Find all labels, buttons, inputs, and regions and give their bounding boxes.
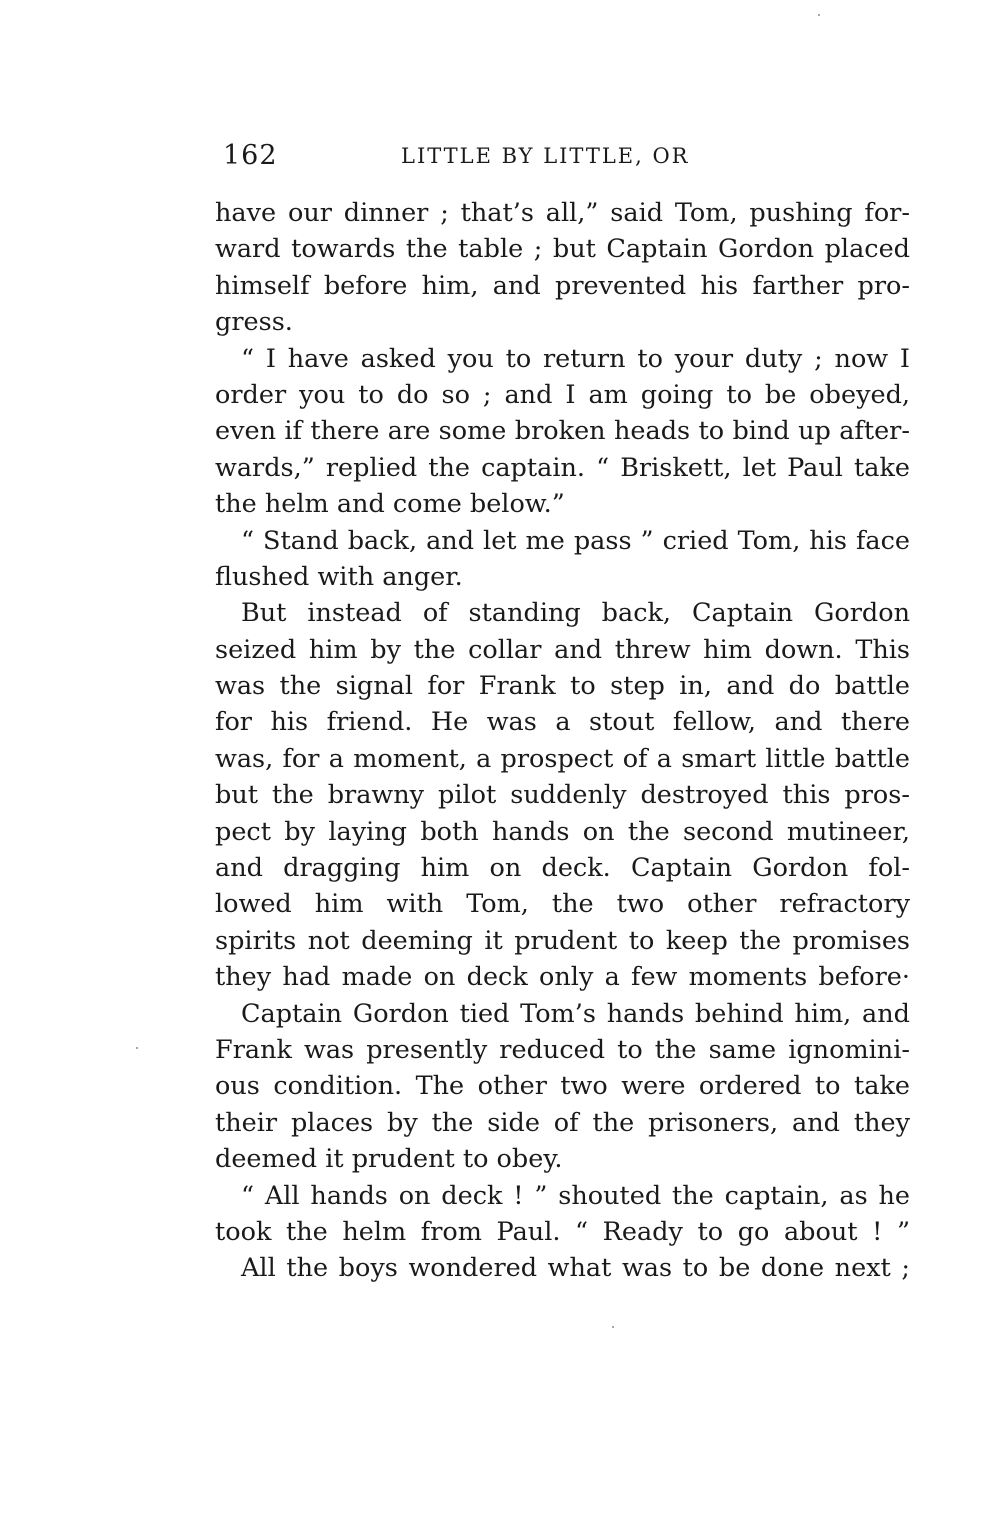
text-line: the helm and come below.” [215,489,565,520]
text-line: flushed with anger. [215,561,463,592]
text-line: have our dinner ; that’s all,” said Tom, pushing for- [215,198,910,228]
text-line: and dragging him on deck. Captain Gordon fol- [215,853,910,884]
text-line: seized him by the collar and threw him down. This [215,634,910,665]
text-line: All the boys wondered what was to be done next ; [241,1253,910,1284]
paper-speck [612,1326,614,1328]
text-line: ous condition. The other two were ordered to take [215,1071,910,1102]
text-line: Captain Gordon tied Tom’s hands behind him, and [241,998,910,1029]
paper-speck [136,1047,138,1049]
body-text [215,195,910,1287]
text-line: for his friend. He was a stout fellow, and there [215,707,910,738]
text-line: but the brawny pilot suddenly destroyed this pros- [215,780,910,811]
text-line: took the helm from Paul. “ Ready to go about ! ” [215,1216,910,1247]
page-number: 162 [223,140,278,171]
text-line: was the signal for Frank to step in, and do battle [215,671,910,702]
text-line: “ Stand back, and let me pass ” cried Tom, his face [241,525,910,556]
text-line: himself before him, and prevented his farther pro- [215,270,910,301]
text-line: Frank was presently reduced to the same ignomini- [215,1034,910,1065]
text-line: “ All hands on deck ! ” shouted the captain, as he [241,1180,910,1211]
text-line: ward towards the table ; but Captain Gordon placed [215,234,910,265]
text-line: was, for a moment, a prospect of a smart little battle [215,743,910,774]
text-line: lowed him with Tom, the two other refractory [215,889,910,920]
text-line: even if there are some broken heads to bind up after- [215,416,910,447]
text-line: they had made on deck only a few moments before· [215,962,910,993]
text-line: deemed it prudent to obey. [215,1144,563,1175]
text-line: wards,” replied the captain. “ Briskett, let Paul take [215,452,910,483]
text-line: But instead of standing back, Captain Gordon [241,598,910,629]
page-header [215,140,910,180]
text-line: order you to do so ; and I am going to be obeyed, [215,379,910,410]
text-line: their places by the side of the prisoners, and they [215,1107,910,1138]
text-line: pect by laying both hands on the second mutineer, [215,816,910,847]
text-line: “ I have asked you to return to your duty ; now I [241,343,910,374]
text-line: gress. [215,307,293,338]
running-head: LITTLE BY LITTLE, OR [401,144,690,168]
text-line: spirits not deeming it prudent to keep the promises [215,925,910,956]
paper-speck [818,14,820,16]
